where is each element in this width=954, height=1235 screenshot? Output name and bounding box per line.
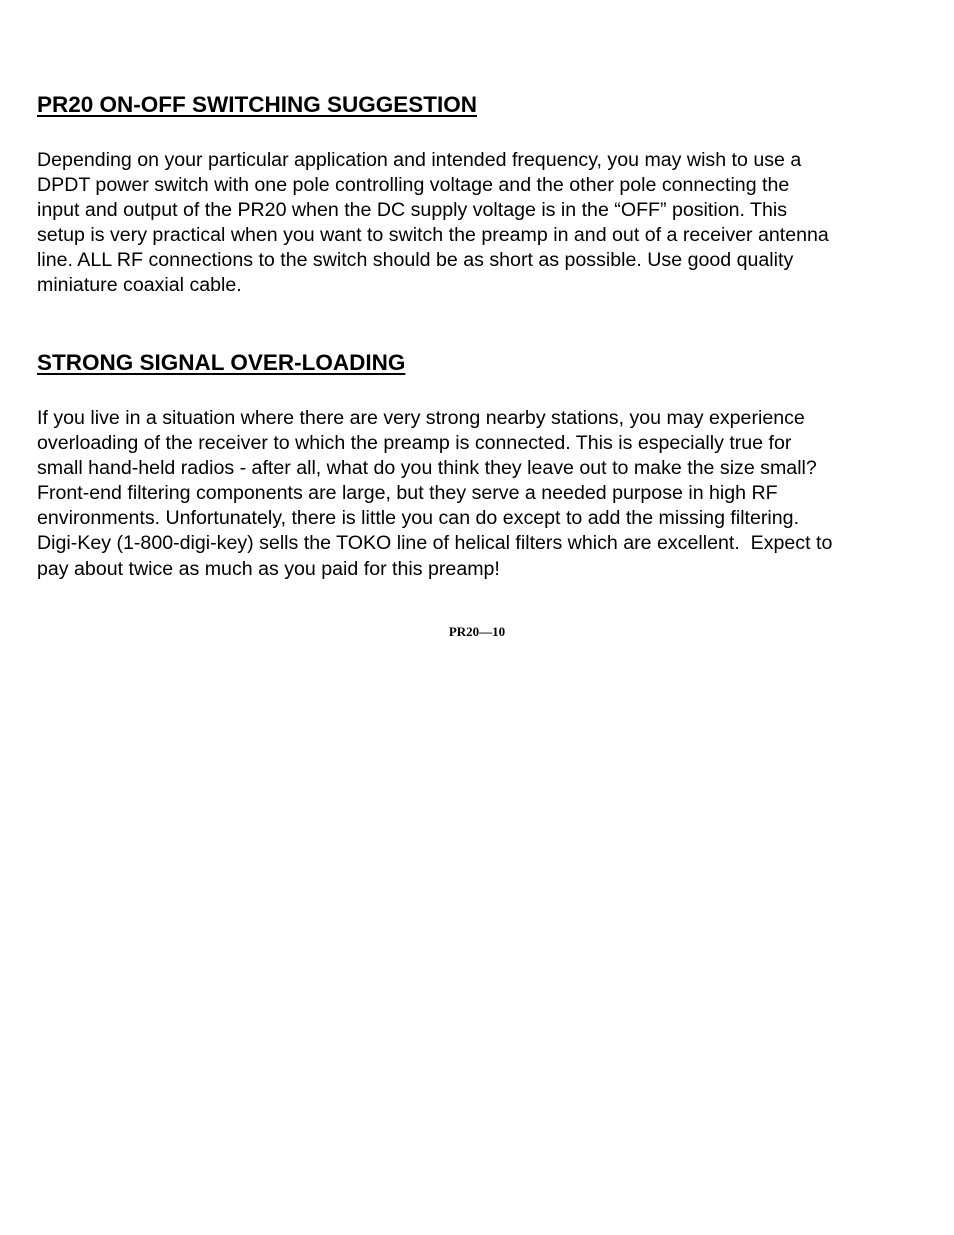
paragraph-line: Depending on your particular application and intended frequency, you may wish to use a	[37, 149, 802, 171]
paragraph-line: DPDT power switch with one pole controlling voltage and the other pole connecting the	[37, 174, 790, 197]
section-heading-overloading: STRONG SIGNAL OVER-LOADING	[37, 350, 406, 375]
paragraph-line: small hand-held radios - after all, what do you think they leave out to make the size small?	[37, 457, 817, 480]
paragraph-line: overloading of the receiver to which the preamp is connected. This is especially true for	[37, 432, 792, 455]
section-heading-switching: PR20 ON-OFF SWITCHING SUGGESTION	[37, 92, 478, 117]
section-paragraph-switching	[37, 148, 829, 299]
paragraph-line: miniature coaxial cable.	[37, 274, 242, 297]
paragraph-line: If you live in a situation where there are very strong nearby stations, you may experience	[37, 407, 805, 429]
paragraph-line: Digi-Key (1-800-digi-key) sells the TOKO line of helical filters which are excellent. Expect to	[37, 532, 833, 555]
section-paragraph-overloading	[37, 406, 832, 582]
paragraph-line: Front-end filtering components are large, but they serve a needed purpose in high RF	[37, 482, 778, 505]
paragraph-line: input and output of the PR20 when the DC supply voltage is in the “OFF” position. This	[37, 199, 788, 222]
page-number: PR20—10	[448, 624, 506, 639]
paragraph-line: line. ALL RF connections to the switch should be as short as possible. Use good quality	[37, 249, 794, 272]
paragraph-line: setup is very practical when you want to switch the preamp in and out of a receiver antenna	[37, 224, 829, 247]
paragraph-line: pay about twice as much as you paid for this preamp!	[37, 557, 500, 580]
paragraph-line: environments. Unfortunately, there is little you can do except to add the missing filtering.	[37, 507, 800, 530]
